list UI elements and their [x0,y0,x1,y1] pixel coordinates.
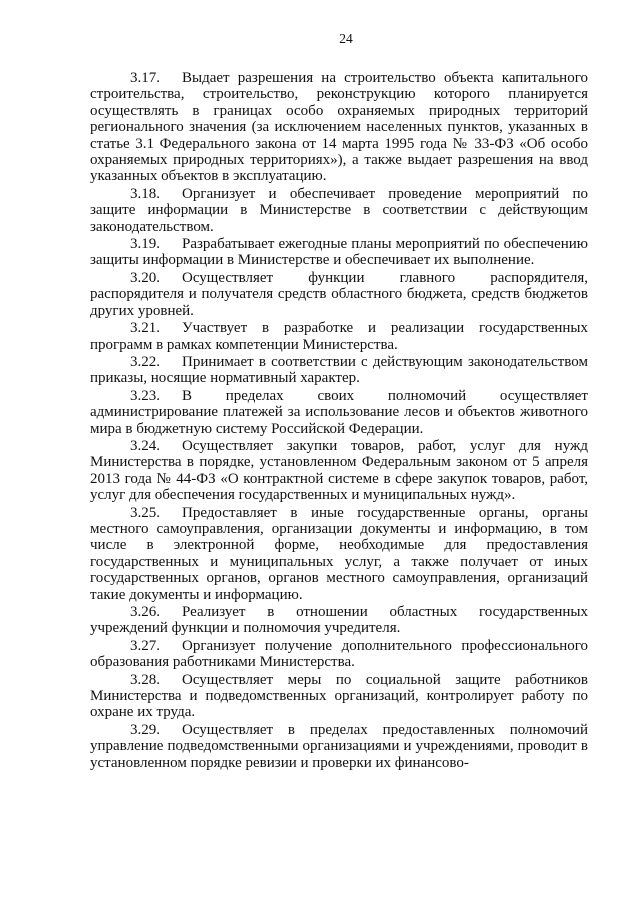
clause [90,604,588,637]
clause [90,354,588,387]
clause-number: 3.29. [130,721,160,738]
clause-text: Участвует в разработке и реализации государственных программ в рамках компетенции Министерства. [90,320,588,353]
clause-number: 3.26. [130,604,160,620]
clause-number: 3.25. [130,504,160,521]
clause [90,320,588,353]
clause-text: Выдает разрешения на строительство объекта капитального строительства, строительство, реконструкцию которого планируется осуществлять в границах особо охраняемых природных территорий регионального значения (за исключением населенных пунктов, указанных в статье 3.1 Федерального закона от 14 марта 1995 года № 33-ФЗ «Об особо охраняемых природных территориях»), а также выдает разрешения на ввод указанных объектов в эксплуатацию. [90,70,588,185]
clause-text: Предоставляет в иные государственные органы, органы местного самоуправления, организации документы и информацию, в том числе в электронной форме, необходимые для предоставления государственных и муниципальных услуг, а также получает от иных государственных органов, органов местного самоуправления, организаций такие документы и информацию. [90,504,588,603]
clause [90,672,588,721]
clause [90,388,588,437]
clause-text: Осуществляет закупки товаров, работ, услуг для нужд Министерства в порядке, установленном Федеральным законом от 5 апреля 2013 года № 44-ФЗ «О контрактной системе в сфере закупок товаров, работ, услуг для обеспечения государственных и муниципальных нужд». [90,437,588,504]
clause [90,638,588,671]
clause-text: Реализует в отношении областных государственных учреждений функции и полномочия учредителя. [90,604,588,637]
clause-text: Осуществляет меры по социальной защите работников Министерства и подведомственных организаций, контролирует работу по охране их труда. [90,671,588,721]
clause [90,270,588,319]
clause-number: 3.19. [130,236,160,253]
clause [90,236,588,269]
clause-number: 3.21. [130,320,160,337]
clause-text: В пределах своих полномочий осуществляет администрирование платежей за использование лесов и объектов животного мира в бюджетную систему Российской Федерации. [90,387,588,437]
clause-number: 3.22. [130,353,160,370]
clause-number: 3.18. [130,185,160,202]
clause-number: 3.27. [130,637,160,654]
clause [90,186,588,235]
clause [90,505,588,603]
clause-text: Разрабатывает ежегодные планы мероприятий по обеспечению защиты информации в Министерстве и обеспечивает их выполнение. [90,236,588,269]
clause-text: Принимает в соответствии с действующим законодательством приказы, носящие нормативный характер. [90,353,588,387]
clause-number: 3.17. [130,70,160,86]
clause-number: 3.20. [130,269,160,286]
clause-text: Организует получение дополнительного профессионального образования работниками Министерства. [90,637,588,671]
clause [90,722,588,771]
clause-text: Осуществляет в пределах предоставленных полномочий управление подведомственными организациями и учреждениями, проводит в установленном порядке ревизии и проверки их финансово- [90,721,588,771]
clause-text: Осуществляет функции главного распорядителя, распорядителя и получателя средств областного бюджета, средств бюджетов других уровней. [90,269,588,319]
page-number: 24 [339,31,353,46]
clause-text: Организует и обеспечивает проведение мероприятий по защите информации в Министерстве в соответствии с действующим законодательством. [90,185,588,235]
clause [90,438,588,504]
clause-number: 3.23. [130,387,160,404]
clause-number: 3.24. [130,437,160,454]
clause-number: 3.28. [130,671,160,688]
clause [90,70,588,185]
